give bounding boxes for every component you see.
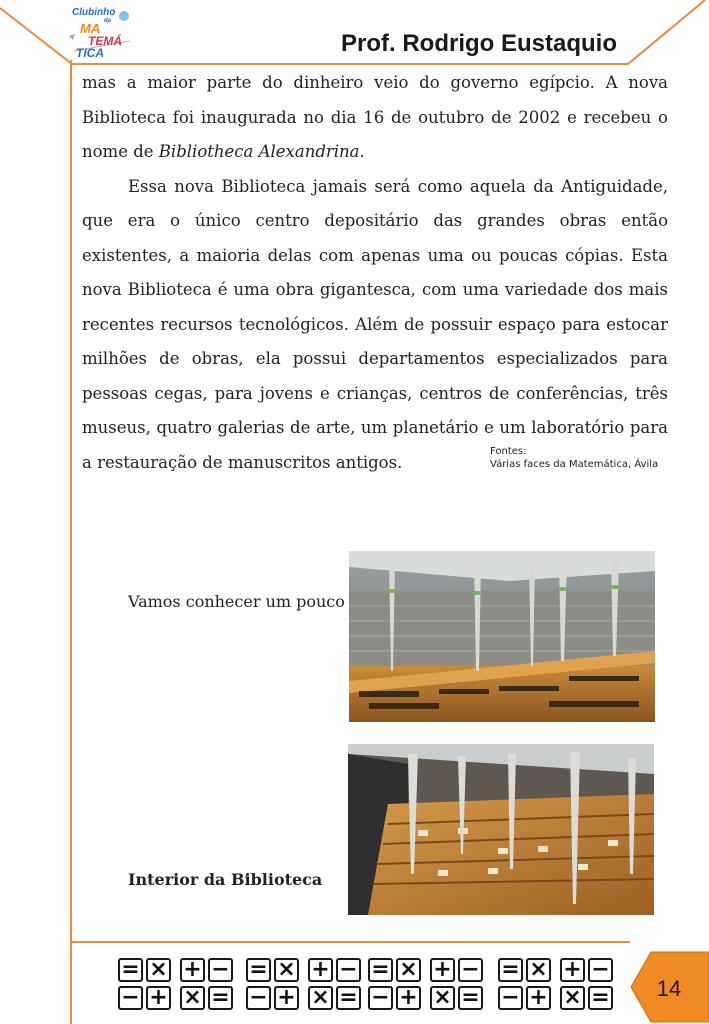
- symbol-minus: −: [246, 986, 271, 1010]
- logo-word-3: MA: [80, 21, 101, 36]
- symbol-group-8: [560, 958, 618, 1014]
- symbol-equals: =: [588, 986, 613, 1010]
- frame-left-line: [70, 60, 72, 1024]
- page-number: 14: [656, 976, 682, 1001]
- logo-word-2: da: [104, 18, 112, 24]
- symbol-equals: =: [336, 986, 361, 1010]
- symbol-times: ×: [430, 986, 455, 1010]
- symbol-minus: −: [588, 958, 613, 982]
- symbol-minus: −: [118, 986, 143, 1010]
- symbol-times: ×: [180, 986, 205, 1010]
- symbol-times: ×: [308, 986, 333, 1010]
- logo-word-5: TICA: [76, 46, 104, 60]
- symbol-minus: −: [208, 958, 233, 982]
- sources-label: Fontes:: [490, 446, 527, 457]
- symbol-times: ×: [526, 958, 551, 982]
- symbol-times: ×: [146, 958, 171, 982]
- symbol-group-5: [368, 958, 426, 1014]
- clubinho-logo: [66, 6, 138, 62]
- symbol-group-4: [308, 958, 366, 1014]
- symbol-times: ×: [560, 986, 585, 1010]
- symbol-equals: =: [458, 986, 483, 1010]
- symbol-equals: =: [208, 986, 233, 1010]
- symbol-minus: −: [336, 958, 361, 982]
- symbol-times: ×: [274, 958, 299, 982]
- symbol-group-7: [498, 958, 556, 1014]
- symbol-plus: +: [526, 986, 551, 1010]
- library-photo-2: [348, 744, 654, 915]
- symbol-times: ×: [396, 958, 421, 982]
- symbol-plus: +: [308, 958, 333, 982]
- symbol-minus: −: [458, 958, 483, 982]
- paragraph-1: mas a maior parte do dinheiro veio do governo egípcio. A nova Biblioteca foi inaugurada no dia 16 de outubro de 2002 e recebeu o nome de Bibliotheca Alexandrina.: [82, 73, 668, 161]
- page-title: Prof. Rodrigo Eustaquio: [341, 30, 617, 57]
- logo-word-1: Clubinho: [72, 7, 116, 18]
- symbol-minus: −: [498, 986, 523, 1010]
- symbol-plus: +: [146, 986, 171, 1010]
- symbol-group-6: [430, 958, 488, 1014]
- caption-second: Interior da Biblioteca: [128, 870, 323, 889]
- symbol-equals: =: [246, 958, 271, 982]
- symbol-plus: +: [180, 958, 205, 982]
- symbol-plus: +: [396, 986, 421, 1010]
- symbol-equals: =: [118, 958, 143, 982]
- sources-note: [490, 445, 658, 471]
- symbol-equals: =: [498, 958, 523, 982]
- caption-first: Vamos conhecer um pouco: [128, 592, 345, 611]
- sources-reference: Várias faces da Matemática, Ávila: [490, 459, 659, 470]
- symbol-group-2: [180, 958, 238, 1014]
- library-photo-1: [349, 551, 655, 722]
- frame-bottom-line: [70, 941, 630, 943]
- symbol-group-3: [246, 958, 304, 1014]
- symbol-minus: −: [368, 986, 393, 1010]
- symbol-equals: =: [368, 958, 393, 982]
- italic-name: Bibliotheca Alexandrina: [158, 142, 360, 161]
- symbol-plus: +: [430, 958, 455, 982]
- symbol-group-1: [118, 958, 176, 1014]
- symbol-plus: +: [274, 986, 299, 1010]
- logo-word-4: TEMÁ: [88, 34, 122, 48]
- symbol-plus: +: [560, 958, 585, 982]
- paragraph-2: Essa nova Biblioteca jamais será como aquela da Antiguidade, que era o único centro depositário das grandes obras então existentes, a maioria delas com apenas uma ou poucas cópias. Esta nova Biblioteca é uma obra gigantesca, com uma variedade dos mais recentes recursos tecnológicos. Além de possuir espaço para estocar milhões de obras, ela possui departamentos especializados para pessoas cegas, para jovens e crianças, centros de conferências, três museus, quatro galerias de arte, um planetário e um laboratório para a restauração de manuscritos antigos.: [82, 176, 668, 472]
- body-text: [82, 66, 668, 480]
